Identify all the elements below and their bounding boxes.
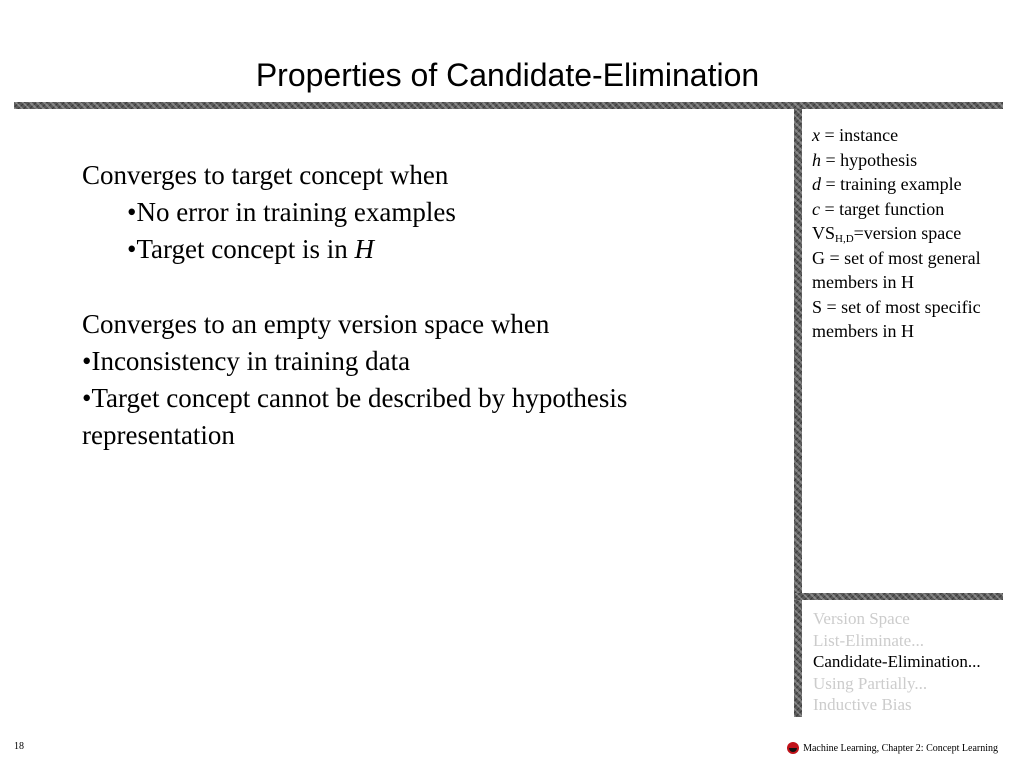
legend-h	[812, 148, 981, 173]
heading-converges-empty: Converges to an empty version space when	[82, 309, 550, 339]
nav-item-list-eliminate[interactable]: List-Eliminate...	[813, 630, 924, 650]
legend-vs	[812, 221, 981, 246]
footer	[787, 742, 998, 754]
legend-x	[812, 123, 981, 148]
legend-g-1: G = set of most general	[812, 247, 981, 268]
top-divider-bar	[14, 102, 1003, 109]
bullet-target-in-h	[82, 231, 627, 268]
bullet-no-error: •No error in training examples	[127, 197, 456, 227]
main-content	[82, 157, 627, 454]
legend-c-def: = target function	[820, 198, 945, 219]
legend-x-def: = instance	[820, 125, 899, 145]
bullet-inconsistency: •Inconsistency in training data	[82, 346, 411, 376]
sidebar-divider-bar	[794, 109, 802, 717]
page-number: 18	[14, 741, 24, 752]
legend-d	[812, 172, 981, 197]
sidebar-section-divider	[794, 593, 1003, 600]
legend-vs-def: =version space	[853, 223, 962, 243]
footer-text: Machine Learning, Chapter 2: Concept Learning	[803, 742, 998, 754]
bullet-target-in-h-text: •Target concept is in	[127, 234, 355, 264]
legend-vs-base: VS	[812, 223, 836, 243]
legend-c	[812, 197, 981, 222]
section-nav	[813, 608, 981, 716]
legend-s-2: members in H	[812, 321, 914, 341]
legend-s-1: S = set of most specific	[812, 296, 981, 317]
nav-item-candidate-elimination[interactable]: Candidate-Elimination...	[813, 652, 981, 672]
legend-d-var: d	[812, 174, 821, 194]
bullet-cannot-describe: •Target concept cannot be described by hypothesis	[82, 383, 628, 413]
heading-converges-target: Converges to target concept when	[82, 160, 449, 190]
nav-item-inductive-bias[interactable]: Inductive Bias	[813, 695, 912, 715]
legend-vs-sub: H,D	[835, 233, 854, 245]
legend-c-var: c	[812, 198, 820, 219]
legend-d-def: = training example	[821, 174, 962, 194]
nav-item-using-partially[interactable]: Using Partially...	[813, 673, 928, 693]
slide-title: Properties of Candidate-Elimination	[255, 57, 760, 93]
legend-x-var: x	[812, 125, 820, 145]
red-circle-logo-icon	[787, 742, 799, 754]
bullet-cannot-describe-cont: representation	[82, 420, 235, 450]
legend-h-def: = hypothesis	[821, 149, 918, 170]
notation-legend	[812, 123, 981, 344]
legend-h-var: h	[812, 149, 821, 170]
hypothesis-space-symbol: H	[354, 234, 374, 264]
legend-g-2: members in H	[812, 272, 914, 292]
nav-item-version-space[interactable]: Version Space	[813, 609, 910, 628]
